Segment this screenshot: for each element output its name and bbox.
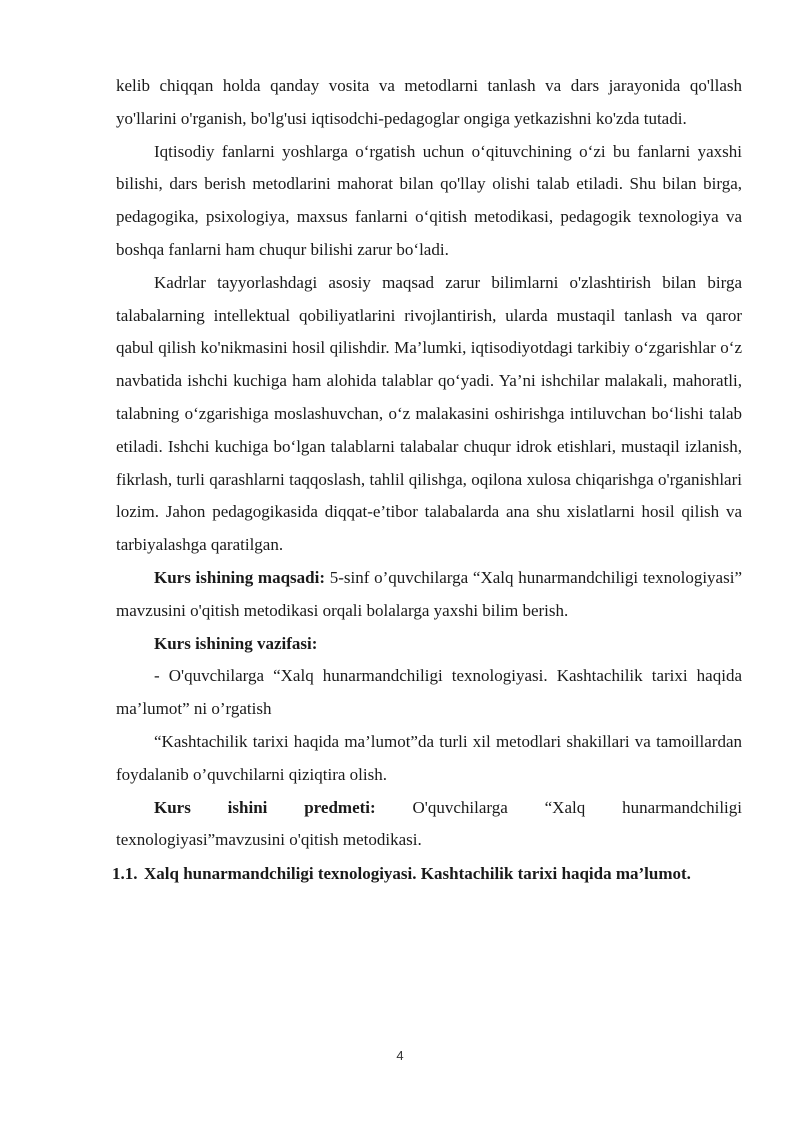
page-number: 4 <box>396 1048 404 1063</box>
section-heading <box>112 860 742 888</box>
document-body <box>112 70 742 888</box>
paragraph-course-tasks-label <box>116 628 742 661</box>
paragraph-teacher-knowledge: Iqtisodiy fanlarni yoshlarga o‘rgatish uchun o‘qituvchining o‘zi bu fanlarni yaxshi bilishi, dars berish metodlarini mahorat bilan qo'llay olishi talab etiladi. Shu bilan birga, pedagogika, psixologiya, maxsus fanlarni o‘qitish metodikasi, pedagogik texnologiya va boshqa fanlarni ham chuqur bilishi zarur bo‘ladi. <box>116 141 742 259</box>
course-subject-label: Kurs ishini predmeti: <box>154 797 376 817</box>
course-goal-label: Kurs ishining maqsadi: <box>154 567 325 587</box>
paragraph-course-subject <box>116 792 742 858</box>
paragraph-training-goal: Kadrlar tayyorlashdagi asosiy maqsad zarur bilimlarni o'zlashtirish bilan birga talabalarning intellektual qobiliyatlarini rivojlantirish, ularda mustaqil tanlash va qaror qabul qilish ko'nikmasini hosil qilishdir. Ma’lumki, iqtisodiyotdagi tarkibiy o‘zgarishlar o‘z navbatida ishchi kuchiga ham alohida talablar qo‘yadi. Ya’ni ishchilar malakali, mahoratli, talabning o‘zgarishiga moslashuvchan, o‘z malakasini oshirishga intiluvchan bo‘lishi talab etiladi. Ishchi kuchiga bo‘lgan talablarni talabalar chuqur idrok etishlari, mustaqil izlanish, fikrlash, turli qarashlarni taqqoslash, tahlil qilishga, oqilona xulosa chiqarishga o'rganishlari lozim. Jahon pedagogikasida diqqat-e’tibor talabalarda ana shu xislatlarni hosil qilish va tarbiyalashga qaratilgan. <box>116 272 742 555</box>
paragraph-course-goal <box>116 562 742 628</box>
course-tasks-label: Kurs ishining vazifasi: <box>154 633 318 653</box>
section-heading-title: Xalq hunarmandchiligi texnologiyasi. Kashtachilik tarixi haqida ma’lumot. <box>144 864 691 884</box>
paragraph-intro-continuation: kelib chiqqan holda qanday vosita va metodlarni tanlash va dars jarayonida qo'llash yo'llarini o'rganish, bo'lg'usi iqtisodchi-pedagoglar ongiga yetkazishni ko'zda tutadi. <box>116 76 742 128</box>
course-subject-text: O'quvchilarga “Xalq hunarmandchiligi texnologiyasi”mavzusini o'qitish metodikasi. <box>116 797 742 850</box>
paragraph-task-1: - O'quvchilarga “Xalq hunarmandchiligi texnologiyasi. Kashtachilik tarixi haqida ma’lumot” ni o’rgatish <box>116 666 742 719</box>
section-heading-number: 1.1. <box>112 864 138 884</box>
paragraph-task-2: “Kashtachilik tarixi haqida ma’lumot”da turli xil metodlari shakillari va tamoillardan foydalanib o’quvchilarni qiziqtira olish. <box>116 731 742 784</box>
course-goal-text: 5-sinf o’quvchilarga “Xalq hunarmandchiligi texnologiyasi” mavzusini o'qitish metodikasi orqali bolalarga yaxshi bilim berish. <box>116 567 742 620</box>
